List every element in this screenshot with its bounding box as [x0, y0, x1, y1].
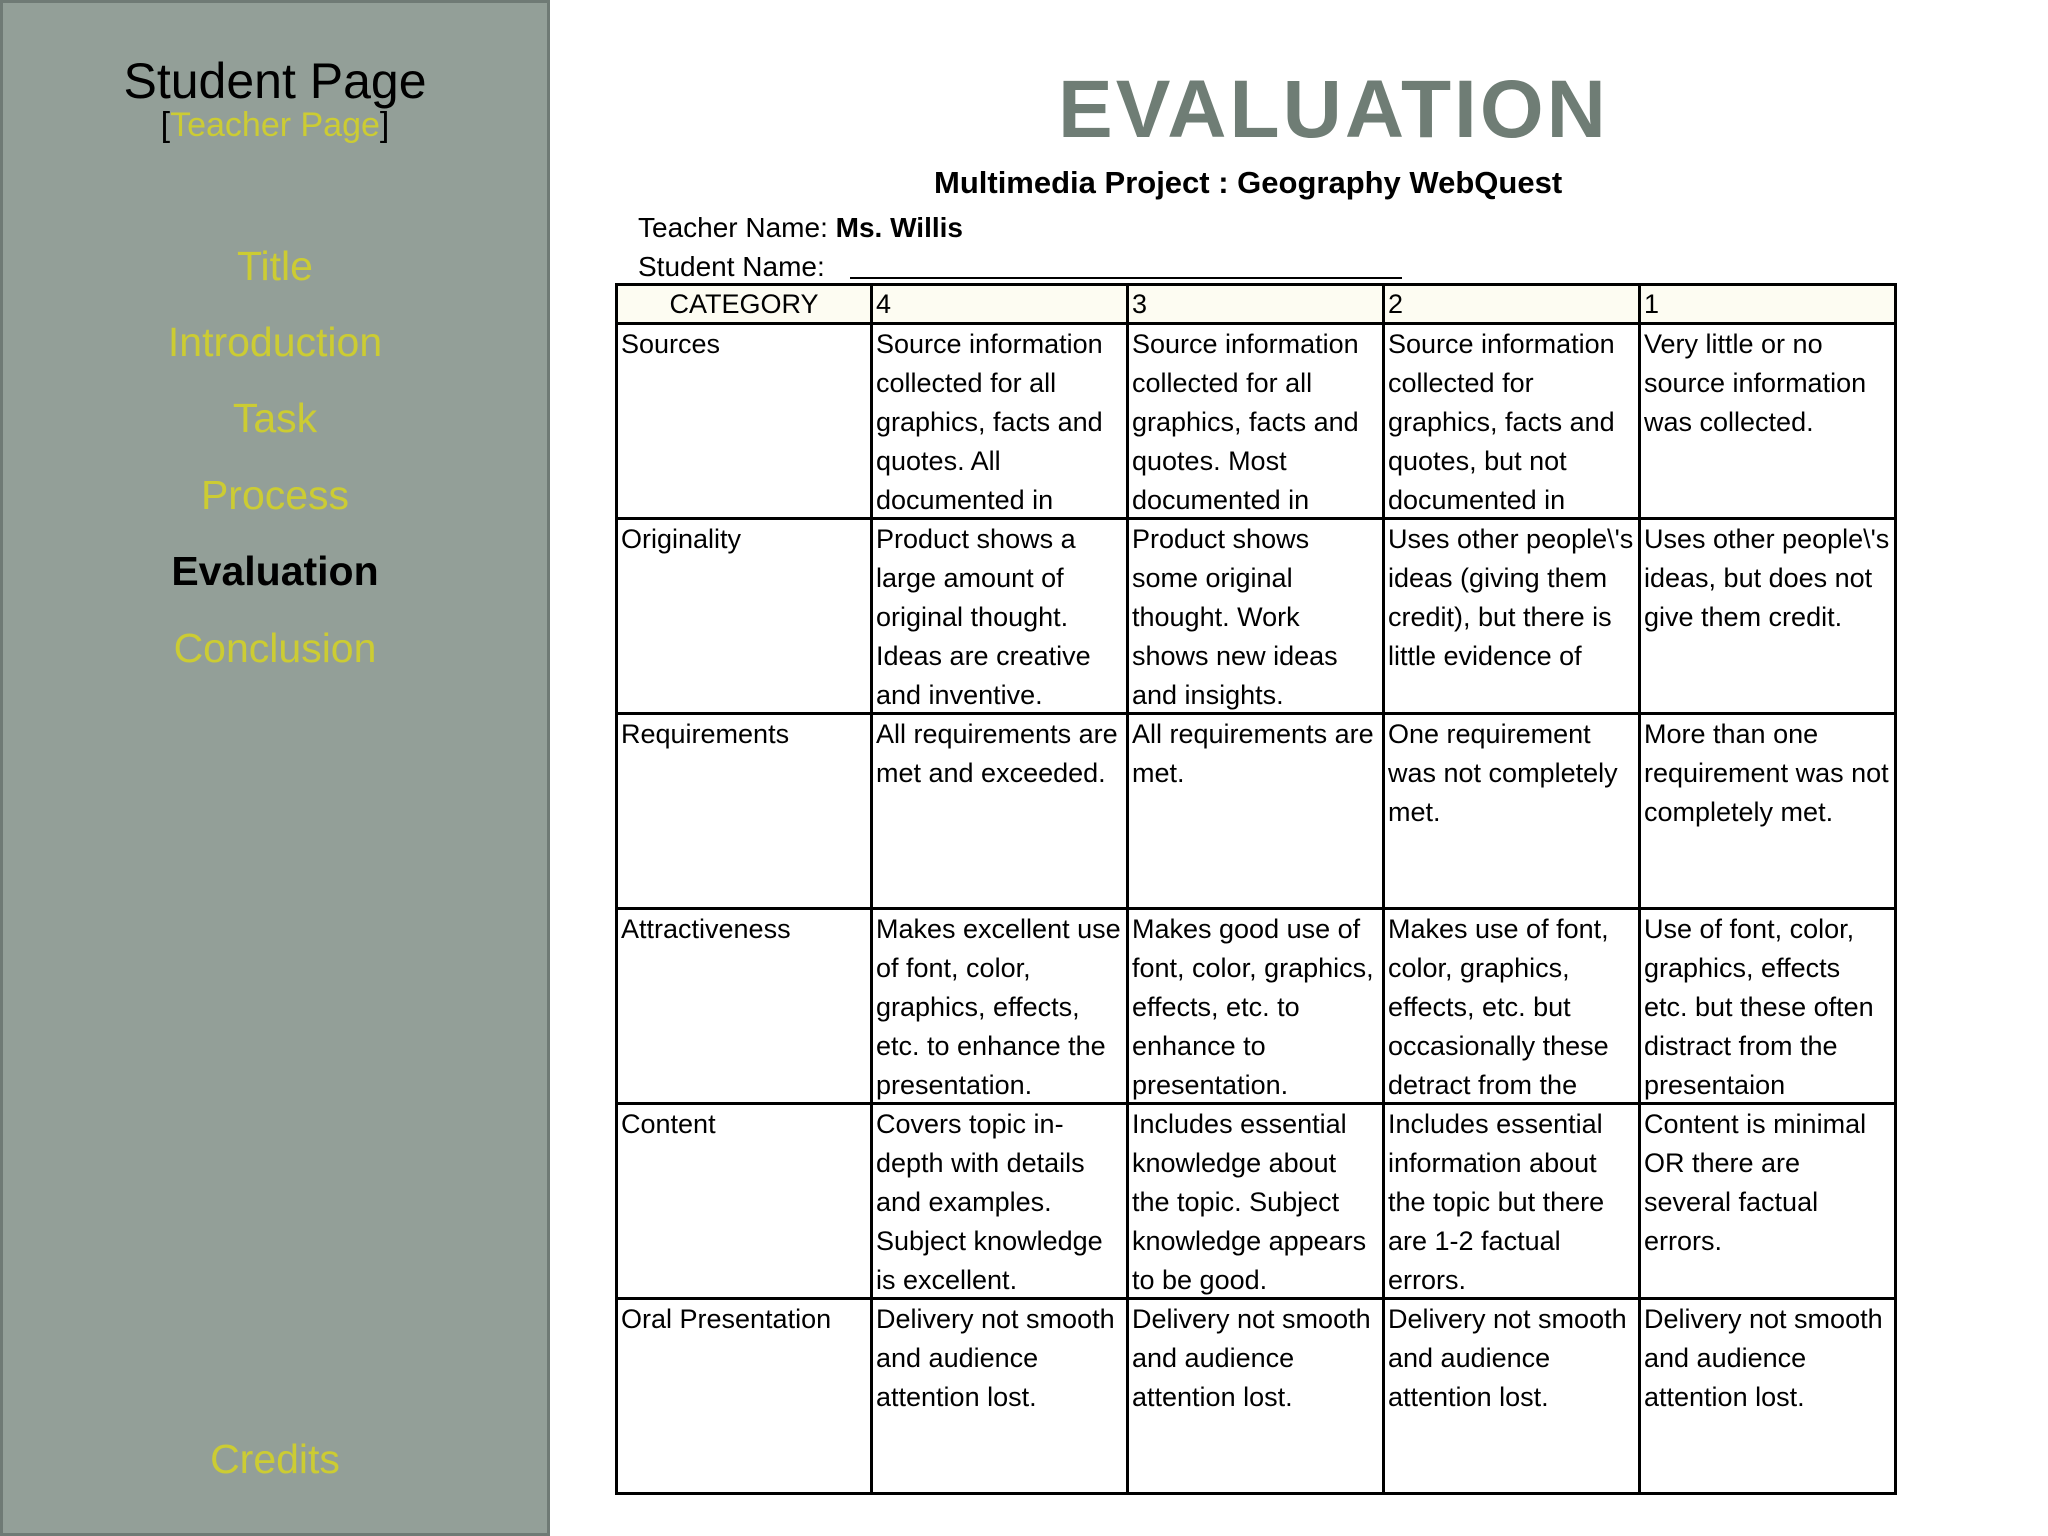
- criteria-text: Delivery not smooth and audience attention lost.: [1644, 1304, 1883, 1412]
- teacher-page-wrapper: [3, 105, 547, 145]
- rubric-row-requirements: [617, 714, 1896, 909]
- rubric-cell: [1640, 324, 1896, 519]
- rubric-cell: [872, 324, 1128, 519]
- criteria-text: All requirements are met and exceeded.: [876, 719, 1118, 788]
- nav-evaluation: Evaluation: [171, 548, 379, 594]
- rubric-cell: [1640, 714, 1896, 909]
- criteria-text: Source information collected for graphics, facts and quotes, but not documented in: [1388, 329, 1615, 515]
- student-name-line: [850, 277, 1402, 279]
- category-cell: [617, 909, 872, 1104]
- rubric-cell: [1128, 324, 1384, 519]
- criteria-text: Content is minimal OR there are several factual errors.: [1644, 1109, 1867, 1256]
- criteria-text: Delivery not smooth and audience attention lost.: [876, 1304, 1115, 1412]
- rubric-cell: [872, 1299, 1128, 1494]
- rubric-cell: [1384, 1104, 1640, 1299]
- category-label: Oral Presentation: [621, 1304, 832, 1334]
- rubric-cell: [1384, 519, 1640, 714]
- nav-process[interactable]: Process: [200, 472, 350, 518]
- criteria-text: More than one requirement was not completely met.: [1644, 719, 1889, 827]
- criteria-text: Source information collected for all graphics, facts and quotes. All documented in: [876, 329, 1103, 515]
- criteria-text: Makes good use of font, color, graphics, effects, etc. to enhance to presentation.: [1132, 914, 1374, 1100]
- rubric-cell: [1128, 714, 1384, 909]
- criteria-text: Uses other people\'s ideas (giving them credit), but there is little evidence of: [1388, 524, 1634, 671]
- column-header-score-2: 2: [1384, 285, 1640, 324]
- rubric-cell: [1640, 1299, 1896, 1494]
- teacher-name-value: Ms. Willis: [835, 212, 963, 243]
- category-label: Requirements: [621, 719, 790, 749]
- rubric-cell: [1640, 909, 1896, 1104]
- column-header-score-4: 4: [872, 285, 1128, 324]
- criteria-text: Product shows a large amount of original thought. Ideas are creative and inventive.: [876, 524, 1091, 710]
- rubric-table: [615, 283, 1897, 1495]
- rubric-cell: [1640, 1104, 1896, 1299]
- nav-title[interactable]: Title: [237, 243, 313, 289]
- bracket-open: [: [160, 106, 171, 144]
- rubric-cell: [1128, 519, 1384, 714]
- rubric-cell: [872, 909, 1128, 1104]
- student-page-heading: Student Page: [123, 53, 427, 109]
- category-cell: [617, 1104, 872, 1299]
- column-header-score-1: 1: [1640, 285, 1896, 324]
- criteria-text: Uses other people\'s ideas, but does not give them credit.: [1644, 524, 1890, 632]
- criteria-text: Source information collected for all graphics, facts and quotes. Most documented in: [1132, 329, 1359, 515]
- category-cell: [617, 1299, 872, 1494]
- rubric-cell: [872, 1104, 1128, 1299]
- rubric-row-sources: [617, 324, 1896, 519]
- rubric-cell: [1384, 714, 1640, 909]
- column-header-score-3: 3: [1128, 285, 1384, 324]
- rubric-cell: [872, 714, 1128, 909]
- criteria-text: Includes essential information about the topic but there are 1-2 factual errors.: [1388, 1109, 1605, 1295]
- rubric-cell: [1384, 909, 1640, 1104]
- column-header-category: CATEGORY: [617, 285, 872, 324]
- page-title: EVALUATION: [1058, 64, 1609, 155]
- criteria-text: One requirement was not completely met.: [1388, 719, 1618, 827]
- teacher-name-row: [638, 210, 963, 246]
- category-label: Content: [621, 1109, 716, 1139]
- criteria-text: Delivery not smooth and audience attention lost.: [1388, 1304, 1627, 1412]
- category-cell: [617, 519, 872, 714]
- criteria-text: Makes use of font, color, graphics, effects, etc. but occasionally these detract from the: [1388, 914, 1609, 1100]
- category-cell: [617, 714, 872, 909]
- sidebar: [0, 0, 550, 1536]
- teacher-name-label: Teacher Name:: [638, 212, 828, 243]
- rubric-cell: [1128, 909, 1384, 1104]
- rubric-cell: [872, 519, 1128, 714]
- nav-conclusion[interactable]: Conclusion: [173, 625, 377, 671]
- criteria-text: Includes essential knowledge about the topic. Subject knowledge appears to be good.: [1132, 1109, 1367, 1295]
- rubric-cell: [1128, 1299, 1384, 1494]
- category-label: Sources: [621, 329, 721, 359]
- criteria-text: Delivery not smooth and audience attention lost.: [1132, 1304, 1371, 1412]
- category-label: Attractiveness: [621, 914, 791, 944]
- rubric-cell: [1128, 1104, 1384, 1299]
- bracket-close: ]: [379, 106, 390, 144]
- category-label: Originality: [621, 524, 742, 554]
- rubric-row-oral-presentation: [617, 1299, 1896, 1494]
- student-name-label: Student Name:: [638, 251, 825, 282]
- teacher-page-link[interactable]: Teacher Page: [170, 106, 380, 144]
- nav-task[interactable]: Task: [232, 395, 318, 441]
- criteria-text: Very little or no source information was collected.: [1644, 329, 1867, 437]
- page-subtitle: Multimedia Project : Geography WebQuest: [934, 165, 1563, 200]
- rubric-row-originality: [617, 519, 1896, 714]
- rubric-header-row: [617, 285, 1896, 324]
- nav-introduction[interactable]: Introduction: [167, 319, 383, 365]
- rubric-cell: [1384, 324, 1640, 519]
- criteria-text: Makes excellent use of font, color, graphics, effects, etc. to enhance the presentation.: [876, 914, 1121, 1100]
- rubric-row-content: [617, 1104, 1896, 1299]
- category-cell: [617, 324, 872, 519]
- criteria-text: All requirements are met.: [1132, 719, 1374, 788]
- rubric-row-attractiveness: [617, 909, 1896, 1104]
- criteria-text: Use of font, color, graphics, effects etc. but these often distract from the presentaion: [1644, 914, 1874, 1100]
- rubric-cell: [1640, 519, 1896, 714]
- rubric-cell: [1384, 1299, 1640, 1494]
- nav-credits[interactable]: Credits: [210, 1436, 340, 1482]
- criteria-text: Product shows some original thought. Work shows new ideas and insights.: [1132, 524, 1338, 710]
- criteria-text: Covers topic in-depth with details and examples. Subject knowledge is excellent.: [876, 1109, 1103, 1295]
